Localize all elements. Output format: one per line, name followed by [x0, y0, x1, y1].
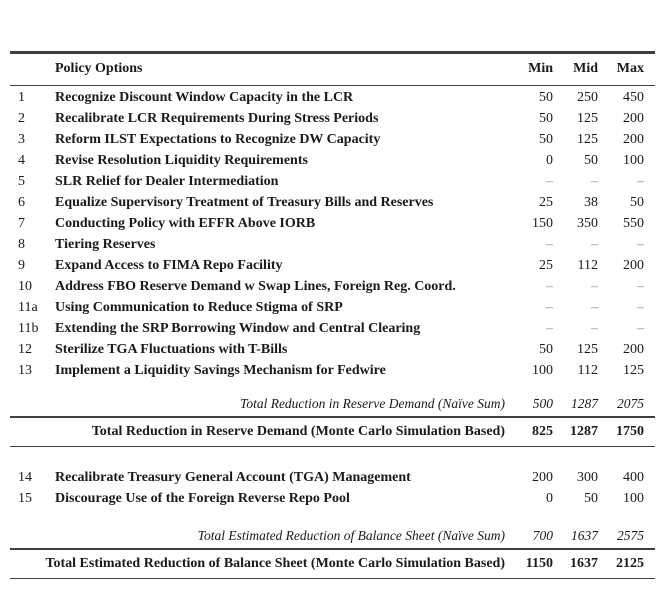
mid-value: 50: [584, 490, 598, 506]
mid-value: –: [591, 320, 598, 336]
min-value: 500: [532, 395, 553, 411]
row-number: 10: [18, 278, 32, 294]
min-value: 150: [532, 215, 553, 231]
policy-option-label: Recognize Discount Window Capacity in the LCR: [55, 89, 354, 105]
max-value: 550: [623, 215, 644, 231]
column-header-min: Min: [528, 61, 553, 76]
table-row: [10, 192, 655, 213]
policy-option-label: Implement a Liquidity Savings Mechanism for Fedwire: [55, 362, 386, 378]
policy-option-label: Conducting Policy with EFFR Above IORB: [55, 215, 316, 231]
row-number: 11b: [18, 320, 39, 336]
row-number: 9: [18, 257, 25, 273]
table-header-row: [10, 54, 655, 85]
min-value: 25: [539, 194, 553, 210]
max-value: –: [637, 320, 644, 336]
mid-value: 112: [577, 362, 598, 378]
table-row: [10, 318, 655, 339]
max-value: 1750: [616, 423, 644, 439]
header-rule: [10, 85, 655, 87]
max-value: 2125: [616, 555, 644, 571]
max-value: 400: [623, 469, 644, 485]
mid-value: 250: [577, 89, 598, 105]
naive-total-balance-row: [10, 525, 655, 546]
min-value: 0: [546, 152, 553, 168]
naive-total-balance-label: Total Estimated Reduction of Balance Sheet (Naïve Sum): [197, 527, 505, 543]
min-value: 50: [539, 131, 553, 147]
table-row: [10, 467, 655, 488]
max-value: 100: [623, 152, 644, 168]
mid-value: 125: [577, 131, 598, 147]
column-header-policy-options: Policy Options: [55, 61, 143, 76]
min-value: 50: [539, 110, 553, 126]
min-value: 0: [546, 490, 553, 506]
policy-option-label: Sterilize TGA Fluctuations with T-Bills: [55, 341, 288, 357]
mc-total-balance-label: Total Estimated Reduction of Balance Sheet (Monte Carlo Simulation Based): [45, 555, 505, 571]
mid-value: 1287: [571, 395, 598, 411]
mc-total-reserve-row: [10, 418, 655, 446]
mid-value: 1287: [570, 423, 598, 439]
reserve-demand-rows: [10, 87, 655, 381]
max-value: –: [637, 278, 644, 294]
row-number: 12: [18, 341, 32, 357]
mid-value: 1637: [571, 527, 598, 543]
row-number: 4: [18, 152, 25, 168]
table-row: [10, 297, 655, 318]
policy-option-label: Discourage Use of the Foreign Reverse Repo Pool: [55, 490, 350, 506]
table-row: [10, 360, 655, 381]
naive-total-reserve-label: Total Reduction in Reserve Demand (Naïve Sum): [240, 395, 505, 411]
balance-sheet-rows: [10, 467, 655, 509]
table-row: [10, 108, 655, 129]
min-value: 700: [532, 527, 553, 543]
table-row: [10, 234, 655, 255]
row-number: 7: [18, 215, 25, 231]
min-value: –: [546, 320, 553, 336]
max-value: –: [637, 173, 644, 189]
policy-option-label: Address FBO Reserve Demand w Swap Lines, Foreign Reg. Coord.: [55, 278, 456, 294]
min-value: –: [546, 236, 553, 252]
table-row: [10, 276, 655, 297]
mid-value: 125: [577, 110, 598, 126]
spacer: [10, 509, 655, 525]
row-number: 6: [18, 194, 25, 210]
column-header-max: Max: [616, 61, 644, 76]
table-row: [10, 213, 655, 234]
policy-option-label: Revise Resolution Liquidity Requirements: [55, 152, 308, 168]
mid-value: –: [591, 173, 598, 189]
min-value: 25: [539, 257, 553, 273]
mid-value: 125: [577, 341, 598, 357]
policy-option-label: Using Communication to Reduce Stigma of SRP: [55, 299, 343, 315]
policy-option-label: SLR Relief for Dealer Intermediation: [55, 173, 279, 189]
table-row: [10, 171, 655, 192]
row-number: 5: [18, 173, 25, 189]
policy-option-label: Extending the SRP Borrowing Window and Central Clearing: [55, 320, 421, 336]
min-value: –: [546, 299, 553, 315]
mid-value: –: [591, 236, 598, 252]
max-value: 200: [623, 110, 644, 126]
policy-option-label: Recalibrate Treasury General Account (TGA) Management: [55, 469, 411, 485]
policy-option-label: Reform ILST Expectations to Recognize DW Capacity: [55, 131, 381, 147]
row-number: 1: [18, 89, 25, 105]
spacer: [10, 381, 655, 393]
max-value: 450: [623, 89, 644, 105]
max-value: 100: [623, 490, 644, 506]
policy-options-table: [10, 51, 655, 579]
mc-balance-bottom-rule: [10, 578, 655, 580]
policy-option-label: Recalibrate LCR Requirements During Stress Periods: [55, 110, 379, 126]
min-value: –: [546, 278, 553, 294]
mc-total-balance-row: [10, 550, 655, 578]
row-number: 8: [18, 236, 25, 252]
mid-value: 1637: [570, 555, 598, 571]
mid-value: 112: [577, 257, 598, 273]
policy-option-label: Equalize Supervisory Treatment of Treasury Bills and Reserves: [55, 194, 434, 210]
table-row: [10, 339, 655, 360]
row-number: 3: [18, 131, 25, 147]
min-value: 50: [539, 89, 553, 105]
max-value: 2575: [617, 527, 644, 543]
max-value: 50: [630, 194, 644, 210]
mid-value: 300: [577, 469, 598, 485]
mid-value: –: [591, 299, 598, 315]
min-value: 825: [532, 423, 553, 439]
mid-value: 350: [577, 215, 598, 231]
max-value: 125: [623, 362, 644, 378]
row-number: 11a: [18, 299, 38, 315]
mid-value: 50: [584, 152, 598, 168]
table-row: [10, 255, 655, 276]
policy-option-label: Tiering Reserves: [55, 236, 156, 252]
max-value: 200: [623, 131, 644, 147]
max-value: –: [637, 236, 644, 252]
max-value: –: [637, 299, 644, 315]
row-number: 13: [18, 362, 32, 378]
naive-total-reserve-row: [10, 393, 655, 414]
max-value: 2075: [617, 395, 644, 411]
table-row: [10, 87, 655, 108]
min-value: 1150: [525, 555, 553, 571]
spacer: [10, 447, 655, 466]
min-value: 50: [539, 341, 553, 357]
mid-value: 38: [584, 194, 598, 210]
mid-value: –: [591, 278, 598, 294]
max-value: 200: [623, 341, 644, 357]
policy-option-label: Expand Access to FIMA Repo Facility: [55, 257, 283, 273]
table-row: [10, 488, 655, 509]
table-row: [10, 150, 655, 171]
max-value: 200: [623, 257, 644, 273]
column-header-mid: Mid: [573, 61, 598, 76]
min-value: 100: [532, 362, 553, 378]
min-value: –: [546, 173, 553, 189]
row-number: 2: [18, 110, 25, 126]
table-row: [10, 129, 655, 150]
row-number: 14: [18, 469, 32, 485]
row-number: 15: [18, 490, 32, 506]
min-value: 200: [532, 469, 553, 485]
mc-total-reserve-label: Total Reduction in Reserve Demand (Monte Carlo Simulation Based): [91, 423, 505, 439]
